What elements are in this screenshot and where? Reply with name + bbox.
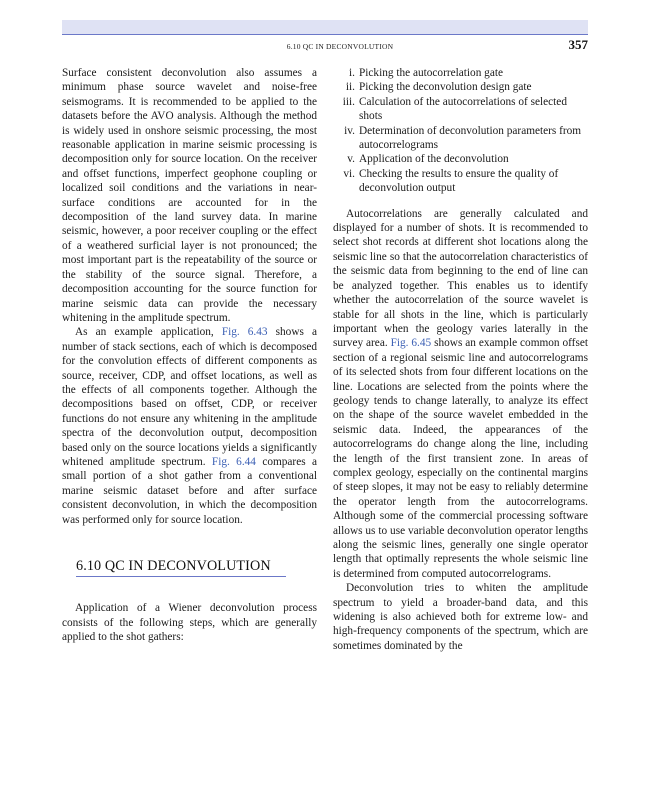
- list-text: Application of the deconvolution: [359, 153, 509, 166]
- section-title-text: 6.10 QC IN DECONVOLUTION: [76, 558, 271, 574]
- list-text: Picking the autocorrelation gate: [359, 67, 503, 79]
- section-underline: [76, 576, 286, 577]
- paragraph: Application of a Wiener deconvolution process consists of the following steps, which are generally applied to the shot gathers:: [62, 602, 317, 644]
- text-span: compares a small portion of a shot gather from a conventional marine seismic dataset before and after surface consistent deconvolution, in which the decomposition was performed only for source location.: [62, 455, 317, 526]
- paragraph: [333, 207, 588, 582]
- text-span: shows a number of stack sections, each of which is decomposed for the convolution effects of different components as source, receiver, CDP, and offset locations, as well as the effects of all components together. Although the decompositions based on offset, CDP, or receiver functions do not ensure any whitening in the amplitude spectra of the deconvolution output, decomposition based only on the source locations yields a significantly whitened amplitude spectrum.: [62, 326, 317, 468]
- text-span: Autocorrelations are generally calculated and displayed for a number of shots. It is recommended to select shot records at different shot locations along the seismic line so that the autocorrelation characteristics of the seismic data from beginning to the end of line can be analyzed together. This enables us to identify whether the autocorrelation of the source wavelet is stable for all shots in the line, which is particularly important when the geology varies laterally in the survey area.: [333, 207, 588, 350]
- list-number: i.: [349, 67, 355, 79]
- list-text: Calculation of the autocorrelations of selected shots: [359, 95, 567, 123]
- list-item: [333, 152, 588, 166]
- running-head: 6.10 QC IN DECONVOLUTION: [286, 42, 394, 51]
- figure-link-6-44[interactable]: Fig. 6.44: [211, 455, 256, 468]
- page-number: 357: [568, 37, 588, 52]
- list-number: iv.: [344, 124, 355, 137]
- header-rule: [62, 34, 588, 35]
- list-text: Determination of deconvolution parameters from autocorrelograms: [359, 124, 582, 152]
- section-heading: [76, 559, 317, 577]
- text-span: shows an example common offset section of a regional seismic line and autocorrelograms of its selected shots from four different locations on the line. Locations are selected from the points where the geology tends to change laterally, to analyze its effect on the shape of the source wavelet embedded in the seismic data. Indeed, the appearances of the autocorrelograms do change along the line, including the length of the first transient zone. In areas of complex geology, especially on the continental margins of steep slopes, it may not be easy to reliably determine the operator length from the autocorrelograms. Although some of the commercial processing software allows us to use variable deconvolution operator lengths along the seismic lines, generally one single operator length that optimally represents the whole seismic line is determined from computed autocorrelograms.: [333, 337, 588, 580]
- right-column: [333, 66, 588, 653]
- list-number: vi.: [343, 167, 355, 180]
- list-text: Checking the results to ensure the quality of deconvolution output: [359, 167, 559, 195]
- paragraph: [62, 325, 317, 527]
- figure-link-6-45[interactable]: Fig. 6.45: [390, 337, 432, 350]
- list-item: [333, 167, 588, 196]
- figure-link-6-43[interactable]: Fig. 6.43: [221, 326, 268, 339]
- list-item: [333, 66, 588, 80]
- paragraph: Surface consistent deconvolution also assumes a minimum phase source wavelet and noise-free seismograms. It is recommended to be applied to the datasets before the AVO analysis. Although the method is widely used in onshore seismic processing, the most reasonable application in marine seismic processing is decomposition only for source location. On the receiver and offset functions, imperfect geophone coupling or localized soil conditions and the variations in near-surface conditions are accounted for in the decomposition of the land survey data. In marine seismic, however, a poor receiver coupling or the effect of a weathered surficial layer is not pronounced; the most important part is the repeatability of the source or the stability of the source signal. Therefore, a decomposition accounting for the source function for marine seismic data can provide the necessary whitening in the amplitude spectrum.: [62, 67, 317, 324]
- left-column: [62, 66, 317, 645]
- list-item: [333, 95, 588, 124]
- list-number: iii.: [342, 95, 355, 108]
- text-span: As an example application,: [75, 326, 222, 339]
- list-text: Picking the deconvolution design gate: [359, 81, 532, 94]
- paragraph: Deconvolution tries to whiten the amplitude spectrum to yield a broader-band data, and this widening is also achieved both for extreme low- and high-frequency components of the spectrum, which are sometimes dominated by the: [333, 582, 588, 652]
- list-number: ii.: [345, 81, 355, 94]
- list-item: [333, 124, 588, 153]
- header-band: [62, 20, 588, 34]
- list-number: v.: [347, 153, 355, 166]
- steps-list: [333, 66, 588, 196]
- list-item: [333, 80, 588, 94]
